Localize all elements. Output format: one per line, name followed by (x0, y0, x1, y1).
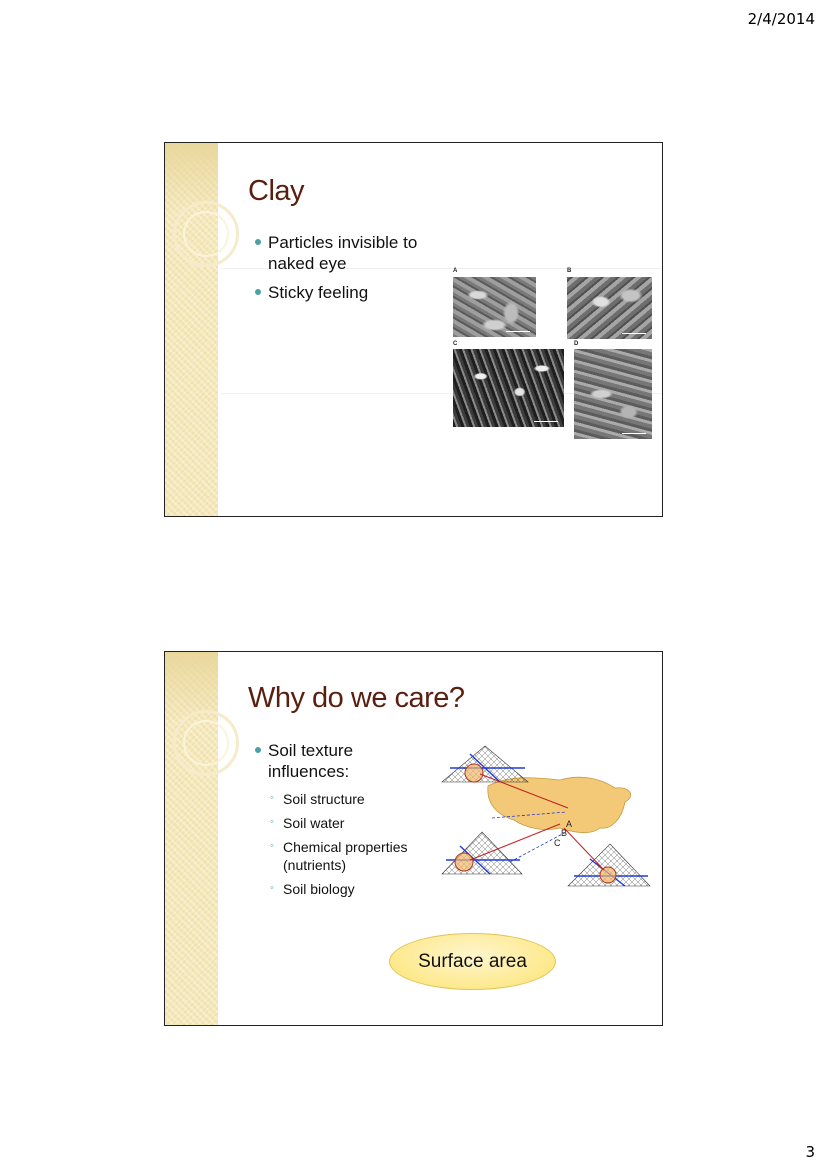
diagram-label-a: A (566, 819, 573, 829)
slide-why-do-we-care (164, 651, 663, 1026)
bullet-dot-icon (255, 239, 261, 245)
bullet-list (255, 740, 435, 906)
ring-bullet-icon: ◦ (270, 792, 274, 804)
scale-bar (534, 421, 558, 422)
slide-clay (164, 142, 663, 517)
bullet-dot-icon (255, 289, 261, 295)
bullet-item: Particles invisible to naked eye (255, 232, 435, 274)
scale-bar (622, 333, 646, 334)
sub-bullet-item: ◦ Chemical properties (nutrients) (270, 839, 408, 873)
micrograph-label-d: D (574, 341, 579, 347)
page-number: 3 (805, 1143, 815, 1161)
decorative-ring-inner (183, 720, 229, 766)
micrograph-label-a: A (453, 268, 458, 274)
ring-bullet-icon: ◦ (270, 882, 274, 894)
texture-triangle-top (442, 746, 528, 782)
texture-triangle-right (568, 844, 650, 886)
sub-bullet-item: ◦ Soil structure (270, 791, 365, 807)
scale-bar (622, 433, 646, 434)
decorative-ring-inner (183, 211, 229, 257)
bullet-item: Sticky feeling (255, 282, 435, 303)
micrograph-a-image (453, 277, 536, 337)
micrograph-b-image (567, 277, 652, 339)
bullet-item: Soil texture influences: ◦ Soil structure ◦ Soil water ◦ Chemical properties (nutrients) ◦ Soil biology (255, 740, 435, 898)
texture-triangle-left (442, 832, 522, 874)
page-date: 2/4/2014 (747, 10, 815, 28)
diagram-label-b: B (561, 828, 568, 838)
soil-texture-diagram (440, 744, 652, 889)
micrograph-label-c: C (453, 341, 458, 347)
bullet-list (255, 232, 435, 311)
surface-area-callout: Surface area (389, 933, 556, 990)
diagram-label-c: C (554, 838, 561, 848)
sub-bullet-item: ◦ Soil biology (270, 881, 355, 897)
micrograph-d-image (574, 349, 652, 439)
micrograph-label-b: B (567, 268, 572, 274)
micrograph-c-image (453, 349, 564, 427)
scale-bar (506, 331, 530, 332)
sub-bullet-item: ◦ Soil water (270, 815, 345, 831)
slide-title: Why do we care? (248, 682, 465, 714)
sub-bullet-list (268, 790, 435, 898)
ring-bullet-icon: ◦ (270, 816, 274, 828)
slide-title: Clay (248, 175, 305, 207)
ring-bullet-icon: ◦ (270, 840, 274, 852)
bullet-dot-icon (255, 747, 261, 753)
